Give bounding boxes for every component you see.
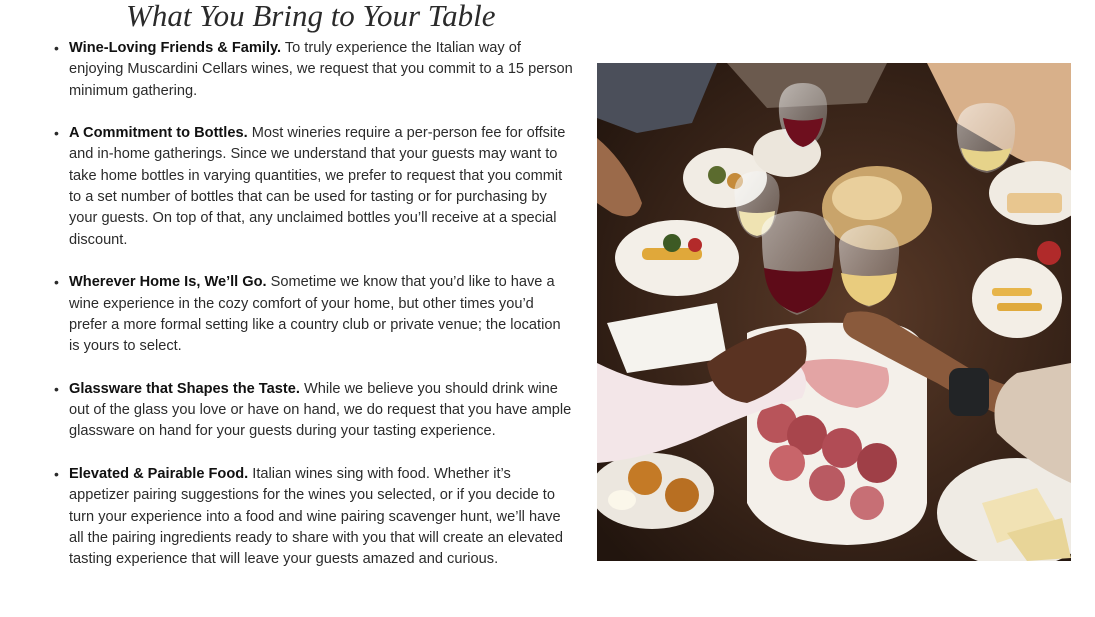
bullet-lead: Glassware that Shapes the Taste. xyxy=(69,380,300,397)
sauce-shape xyxy=(1037,241,1061,265)
list-item-location xyxy=(54,272,574,357)
bullet-icon: • xyxy=(54,40,59,56)
photo-illustration xyxy=(597,63,1071,561)
bullet-list xyxy=(0,38,649,592)
bullet-text: While we believe you should drink wine out of the glass you love or have on hand, we do request that you have ample glassware on hand for your guests during your tasting experience. xyxy=(69,380,572,440)
salami-shape xyxy=(857,443,897,483)
bullet-lead: A Commitment to Bottles. xyxy=(69,125,248,142)
bullet-lead: Elevated & Pairable Food. xyxy=(69,465,249,482)
food-shape xyxy=(1007,193,1062,213)
sauce-shape xyxy=(608,490,636,510)
food-shape xyxy=(663,234,681,252)
croquette-shape xyxy=(628,461,662,495)
list-item-food xyxy=(54,464,574,570)
bullet-icon: • xyxy=(54,380,59,397)
croquette-shape xyxy=(665,478,699,512)
food-shape xyxy=(708,166,726,184)
bullet-text: Sometime we know that you’d like to have a wine experience in the cozy comfort of your home, but other times you’d prefer a more formal setting like a country club or private venue; the location is yours to select. xyxy=(69,274,561,355)
list-item-bottles xyxy=(54,123,574,251)
bullet-text: Italian wines sing with food. Whether it’s appetizer pairing suggestions for the wines you selected, or if you decide to turn your experience into a food and wine pairing scavenger hunt, we’ll have all the pairing ingredients ready to share with you that will create an elevated tasting experience that will leave your guests amazed and curious. xyxy=(69,465,564,568)
list-item-glassware xyxy=(54,379,574,443)
food-shape xyxy=(992,288,1032,296)
bullet-icon: • xyxy=(54,465,59,482)
salami-shape xyxy=(822,428,862,468)
bullet-text: Most wineries require a per-person fee for offsite and in-home gatherings. Since we understand that your guests may want to take home bottles in varying quantities, we prefer to request that you commit to a set number of bottles that can be used for tasting or for purchasing by your guests. On top of that, any unclaimed bottles you’ll receive at a special discount. xyxy=(69,125,566,248)
salami-shape xyxy=(850,486,884,520)
salami-shape xyxy=(809,465,845,501)
page-title: What You Bring to Your Table xyxy=(126,0,496,33)
list-item-friends-family xyxy=(54,38,574,102)
bullet-lead: Wherever Home Is, We’ll Go. xyxy=(69,274,267,291)
bullet-icon: • xyxy=(54,125,59,142)
bullet-text: To truly experience the Italian way of enjoying Muscardini Cellars wines, we request that you commit to a 15 person minimum gathering. xyxy=(69,40,573,99)
salami-shape xyxy=(769,445,805,481)
food-shape xyxy=(688,238,702,252)
bread-shape xyxy=(832,176,902,220)
watch-shape xyxy=(949,368,989,416)
bullet-lead: Wine-Loving Friends & Family. xyxy=(69,40,282,56)
bullet-icon: • xyxy=(54,274,59,291)
plate-shape xyxy=(972,258,1062,338)
food-shape xyxy=(997,303,1042,311)
dinner-table-photo xyxy=(597,63,1071,561)
